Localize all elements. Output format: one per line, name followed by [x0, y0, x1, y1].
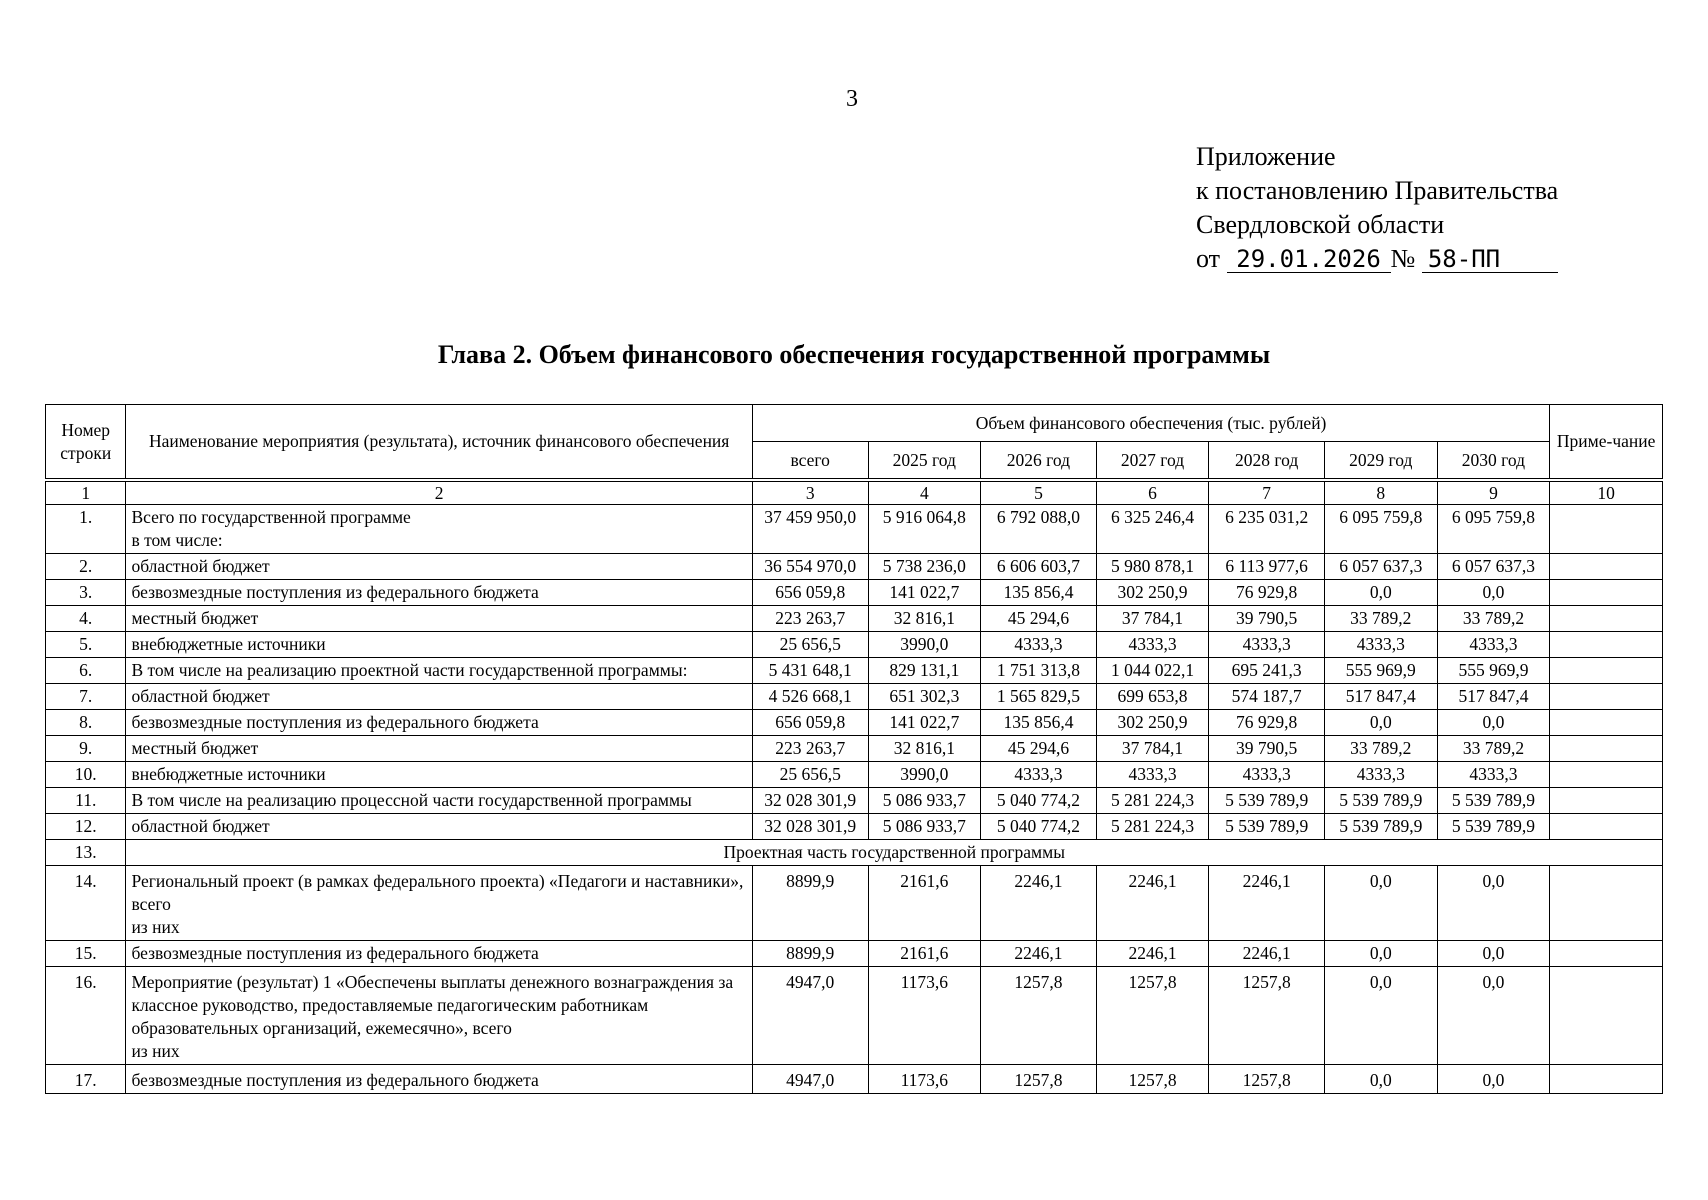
column-number: 4	[868, 482, 981, 505]
row-value: 4333,3	[981, 632, 1097, 658]
row-value: 5 086 933,7	[868, 814, 981, 840]
table-row	[46, 814, 1663, 840]
row-value: 76 929,8	[1209, 580, 1325, 606]
row-value: 2246,1	[981, 941, 1097, 967]
row-value: 5 040 774,2	[981, 814, 1097, 840]
row-number: 14.	[46, 866, 126, 941]
row-value: 656 059,8	[752, 580, 868, 606]
column-number: 5	[981, 482, 1097, 505]
row-value: 574 187,7	[1209, 684, 1325, 710]
row-note	[1550, 736, 1663, 762]
row-value: 141 022,7	[868, 710, 981, 736]
row-value: 76 929,8	[1209, 710, 1325, 736]
row-value: 0,0	[1324, 1065, 1437, 1094]
row-value: 1257,8	[1209, 1065, 1325, 1094]
section-heading: Проектная часть государственной программы	[126, 840, 1663, 866]
row-value: 32 816,1	[868, 736, 981, 762]
header-year: 2027 год	[1096, 442, 1209, 479]
row-note	[1550, 684, 1663, 710]
header-year: 2026 год	[981, 442, 1097, 479]
table-row	[46, 710, 1663, 736]
row-value: 4333,3	[1324, 632, 1437, 658]
row-value: 25 656,5	[752, 632, 868, 658]
row-note	[1550, 606, 1663, 632]
row-name: Всего по государственной программе в том числе:	[126, 505, 752, 554]
row-value: 8899,9	[752, 866, 868, 941]
row-value: 651 302,3	[868, 684, 981, 710]
row-value: 302 250,9	[1096, 710, 1209, 736]
row-number: 10.	[46, 762, 126, 788]
appendix-line-2: к постановлению Правительства	[1196, 176, 1559, 205]
row-value: 4 526 668,1	[752, 684, 868, 710]
row-value: 2246,1	[1209, 866, 1325, 941]
row-value: 0,0	[1437, 941, 1550, 967]
row-value: 6 057 637,3	[1437, 554, 1550, 580]
row-value: 0,0	[1437, 1065, 1550, 1094]
row-name: безвозмездные поступления из федерального бюджета	[126, 580, 752, 606]
table-row	[46, 1065, 1663, 1094]
row-value: 4333,3	[981, 762, 1097, 788]
table-row	[46, 762, 1663, 788]
table-row	[46, 580, 1663, 606]
row-number: 16.	[46, 967, 126, 1065]
row-number: 8.	[46, 710, 126, 736]
row-value: 0,0	[1324, 941, 1437, 967]
row-value: 656 059,8	[752, 710, 868, 736]
header-year: 2030 год	[1437, 442, 1550, 479]
row-number: 17.	[46, 1065, 126, 1094]
row-value: 1 565 829,5	[981, 684, 1097, 710]
row-value: 33 789,2	[1437, 606, 1550, 632]
column-number: 7	[1209, 482, 1325, 505]
row-number: 5.	[46, 632, 126, 658]
appendix-block	[1196, 140, 1558, 276]
appendix-line-3: Свердловской области	[1196, 210, 1445, 239]
row-value: 1257,8	[981, 967, 1097, 1065]
row-value: 555 969,9	[1437, 658, 1550, 684]
header-name: Наименование мероприятия (результата), источник финансового обеспечения	[126, 405, 752, 479]
row-value: 1257,8	[1096, 1065, 1209, 1094]
row-note	[1550, 941, 1663, 967]
header-year: 2028 год	[1209, 442, 1325, 479]
row-value: 36 554 970,0	[752, 554, 868, 580]
row-value: 4333,3	[1096, 632, 1209, 658]
table-row	[46, 967, 1663, 1065]
page-number: 3	[846, 86, 858, 112]
row-value: 5 738 236,0	[868, 554, 981, 580]
row-value: 4947,0	[752, 967, 868, 1065]
row-value: 517 847,4	[1324, 684, 1437, 710]
row-value: 135 856,4	[981, 580, 1097, 606]
row-value: 37 784,1	[1096, 606, 1209, 632]
table-row	[46, 632, 1663, 658]
row-value: 8899,9	[752, 941, 868, 967]
row-value: 0,0	[1324, 967, 1437, 1065]
appendix-date-prefix: от	[1196, 244, 1221, 273]
appendix-number-sign: №	[1390, 244, 1416, 273]
row-note	[1550, 866, 1663, 941]
row-value: 0,0	[1324, 866, 1437, 941]
row-value: 32 028 301,9	[752, 788, 868, 814]
row-number: 3.	[46, 580, 126, 606]
row-value: 39 790,5	[1209, 606, 1325, 632]
row-value: 6 113 977,6	[1209, 554, 1325, 580]
table-row	[46, 840, 1663, 866]
row-value: 6 325 246,4	[1096, 505, 1209, 554]
row-value: 1257,8	[981, 1065, 1097, 1094]
row-value: 5 539 789,9	[1209, 814, 1325, 840]
row-number: 6.	[46, 658, 126, 684]
row-value: 0,0	[1437, 580, 1550, 606]
row-value: 1257,8	[1209, 967, 1325, 1065]
table-row	[46, 606, 1663, 632]
header-note: Приме-чание	[1550, 405, 1663, 479]
row-value: 0,0	[1437, 866, 1550, 941]
row-value: 0,0	[1324, 710, 1437, 736]
row-value: 5 431 648,1	[752, 658, 868, 684]
row-value: 4333,3	[1437, 762, 1550, 788]
column-number: 1	[46, 482, 126, 505]
row-name: В том числе на реализацию проектной части государственной программы:	[126, 658, 752, 684]
row-value: 5 539 789,9	[1324, 788, 1437, 814]
header-year: 2025 год	[868, 442, 981, 479]
row-value: 33 789,2	[1324, 606, 1437, 632]
row-number: 4.	[46, 606, 126, 632]
row-value: 5 539 789,9	[1437, 788, 1550, 814]
column-number: 8	[1324, 482, 1437, 505]
row-value: 32 028 301,9	[752, 814, 868, 840]
row-value: 37 784,1	[1096, 736, 1209, 762]
column-number: 3	[752, 482, 868, 505]
row-value: 33 789,2	[1437, 736, 1550, 762]
row-value: 0,0	[1324, 580, 1437, 606]
row-value: 5 916 064,8	[868, 505, 981, 554]
table-row	[46, 658, 1663, 684]
row-value: 6 057 637,3	[1324, 554, 1437, 580]
table-row	[46, 941, 1663, 967]
row-number: 7.	[46, 684, 126, 710]
row-value: 5 281 224,3	[1096, 788, 1209, 814]
row-note	[1550, 1065, 1663, 1094]
appendix-line-1: Приложение	[1196, 142, 1336, 171]
appendix-date: 29.01.2026	[1227, 246, 1391, 273]
column-number: 2	[126, 482, 752, 505]
header-volume: Объем финансового обеспечения (тыс. рублей)	[752, 405, 1549, 442]
table-row	[46, 788, 1663, 814]
row-value: 302 250,9	[1096, 580, 1209, 606]
row-value: 6 792 088,0	[981, 505, 1097, 554]
row-note	[1550, 710, 1663, 736]
row-value: 699 653,8	[1096, 684, 1209, 710]
row-value: 555 969,9	[1324, 658, 1437, 684]
table-row	[46, 505, 1663, 554]
row-value: 5 086 933,7	[868, 788, 981, 814]
row-name: местный бюджет	[126, 606, 752, 632]
row-number: 15.	[46, 941, 126, 967]
appendix-line-4	[1196, 242, 1558, 276]
row-name: В том числе на реализацию процессной части государственной программы	[126, 788, 752, 814]
column-number: 10	[1550, 482, 1663, 505]
row-value: 6 235 031,2	[1209, 505, 1325, 554]
row-value: 0,0	[1437, 967, 1550, 1065]
column-number: 9	[1437, 482, 1550, 505]
row-value: 141 022,7	[868, 580, 981, 606]
row-value: 1 751 313,8	[981, 658, 1097, 684]
row-value: 0,0	[1437, 710, 1550, 736]
row-value: 5 539 789,9	[1324, 814, 1437, 840]
row-value: 5 539 789,9	[1209, 788, 1325, 814]
row-value: 5 539 789,9	[1437, 814, 1550, 840]
appendix-number: 58-ПП	[1422, 246, 1558, 273]
row-value: 25 656,5	[752, 762, 868, 788]
row-name: местный бюджет	[126, 736, 752, 762]
row-value: 4947,0	[752, 1065, 868, 1094]
row-value: 4333,3	[1096, 762, 1209, 788]
row-value: 45 294,6	[981, 736, 1097, 762]
row-note	[1550, 967, 1663, 1065]
row-value: 45 294,6	[981, 606, 1097, 632]
row-note	[1550, 505, 1663, 554]
row-number: 2.	[46, 554, 126, 580]
financing-table	[45, 404, 1663, 1094]
row-name: Региональный проект (в рамках федерального проекта) «Педагоги и наставники», всего из них	[126, 866, 752, 941]
row-value: 2161,6	[868, 866, 981, 941]
column-number: 6	[1096, 482, 1209, 505]
row-value: 33 789,2	[1324, 736, 1437, 762]
row-value: 4333,3	[1437, 632, 1550, 658]
table-row	[46, 866, 1663, 941]
row-value: 2161,6	[868, 941, 981, 967]
row-value: 39 790,5	[1209, 736, 1325, 762]
row-name: областной бюджет	[126, 814, 752, 840]
row-value: 3990,0	[868, 632, 981, 658]
row-number: 11.	[46, 788, 126, 814]
row-name: внебюджетные источники	[126, 632, 752, 658]
row-value: 1 044 022,1	[1096, 658, 1209, 684]
row-name: безвозмездные поступления из федерального бюджета	[126, 941, 752, 967]
row-name: безвозмездные поступления из федерального бюджета	[126, 1065, 752, 1094]
row-number: 13.	[46, 840, 126, 866]
row-note	[1550, 580, 1663, 606]
table-row	[46, 684, 1663, 710]
page-title: Глава 2. Объем финансового обеспечения государственной программы	[437, 340, 1271, 369]
row-value: 829 131,1	[868, 658, 981, 684]
row-note	[1550, 762, 1663, 788]
row-value: 2246,1	[981, 866, 1097, 941]
row-name: Мероприятие (результат) 1 «Обеспечены выплаты денежного вознаграждения за классное руководство, предоставляемые педагогическим работникам образовательных организаций, ежемесячно», всего из них	[126, 967, 752, 1065]
row-note	[1550, 658, 1663, 684]
row-number: 9.	[46, 736, 126, 762]
row-value: 5 040 774,2	[981, 788, 1097, 814]
row-value: 5 980 878,1	[1096, 554, 1209, 580]
row-value: 1173,6	[868, 1065, 981, 1094]
table-row	[46, 736, 1663, 762]
row-value: 2246,1	[1209, 941, 1325, 967]
row-value: 2246,1	[1096, 941, 1209, 967]
row-value: 32 816,1	[868, 606, 981, 632]
row-value: 6 095 759,8	[1324, 505, 1437, 554]
row-value: 4333,3	[1324, 762, 1437, 788]
row-value: 3990,0	[868, 762, 981, 788]
row-value: 223 263,7	[752, 736, 868, 762]
header-year: всего	[752, 442, 868, 479]
row-value: 6 606 603,7	[981, 554, 1097, 580]
row-value: 5 281 224,3	[1096, 814, 1209, 840]
column-numbers-row	[46, 482, 1663, 505]
row-note	[1550, 554, 1663, 580]
row-value: 4333,3	[1209, 632, 1325, 658]
row-value: 1173,6	[868, 967, 981, 1065]
row-note	[1550, 632, 1663, 658]
row-value: 517 847,4	[1437, 684, 1550, 710]
row-value: 2246,1	[1096, 866, 1209, 941]
row-value: 135 856,4	[981, 710, 1097, 736]
header-year: 2029 год	[1324, 442, 1437, 479]
row-name: областной бюджет	[126, 554, 752, 580]
row-value: 223 263,7	[752, 606, 868, 632]
row-value: 4333,3	[1209, 762, 1325, 788]
row-note	[1550, 788, 1663, 814]
row-name: областной бюджет	[126, 684, 752, 710]
row-number: 12.	[46, 814, 126, 840]
row-value: 1257,8	[1096, 967, 1209, 1065]
table-row	[46, 554, 1663, 580]
row-value: 695 241,3	[1209, 658, 1325, 684]
row-value: 37 459 950,0	[752, 505, 868, 554]
row-number: 1.	[46, 505, 126, 554]
row-name: внебюджетные источники	[126, 762, 752, 788]
row-value: 6 095 759,8	[1437, 505, 1550, 554]
row-note	[1550, 814, 1663, 840]
row-name: безвозмездные поступления из федерального бюджета	[126, 710, 752, 736]
header-row-number: Номер строки	[46, 405, 126, 479]
